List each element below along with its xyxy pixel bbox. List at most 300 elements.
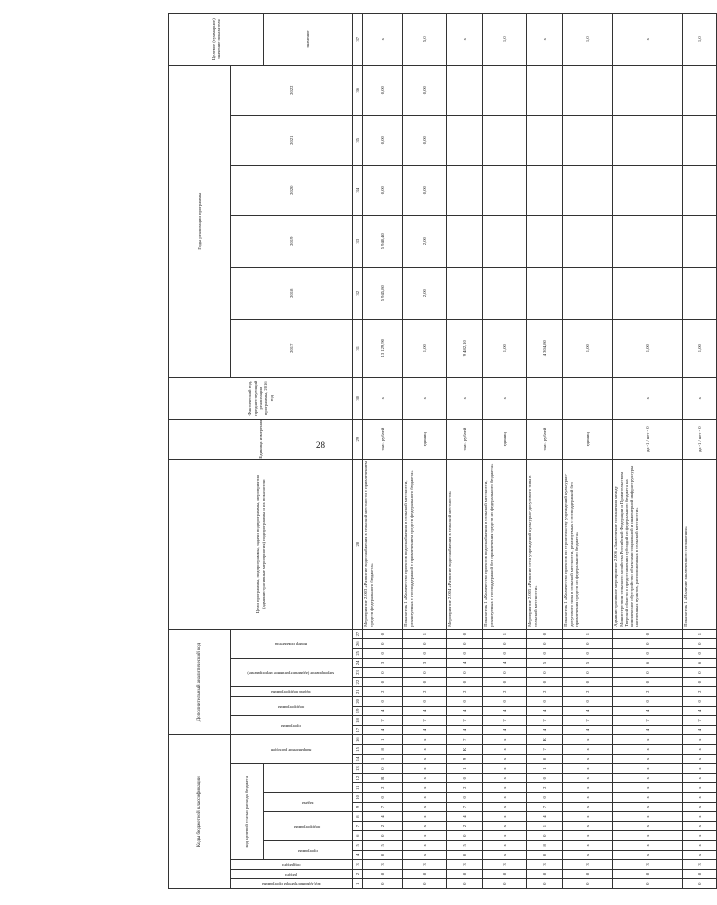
year-value-cell (447, 215, 483, 267)
code-digit-cell: х (483, 773, 527, 783)
code-digit-cell: х (613, 793, 683, 803)
code-digit-cell: х (403, 841, 447, 851)
code-digit-cell: 0 (613, 649, 683, 659)
code-digit-cell: 2 (363, 783, 403, 793)
year-2018-header: 2018 (231, 267, 353, 319)
code-digit-cell: 7 (363, 716, 403, 726)
code-digit-cell: 1 (563, 629, 613, 639)
code-digit-cell: 0 (447, 629, 483, 639)
code-digit-cell: х (563, 764, 613, 774)
budget-classification-header: Коды бюджетной классификации (169, 735, 231, 889)
column-number: 18 (353, 716, 363, 726)
code-digit-cell: 0 (403, 677, 447, 687)
year-value-cell (563, 165, 613, 215)
column-number: 32 (353, 267, 363, 319)
code-digit-cell: х (683, 850, 717, 860)
code-digit-cell: 2 (447, 687, 483, 697)
code-digit-cell: 2 (483, 687, 527, 697)
code-digit-cell: 0 (363, 649, 403, 659)
column-number: 6 (353, 831, 363, 841)
target-value-cell: х (447, 13, 483, 65)
ext-task-header: задача подпрограммы (231, 687, 353, 697)
column-number: 15 (353, 745, 363, 755)
ext-measure-header: мероприятие (административное мероприятие) (231, 658, 353, 687)
code-digit-cell: 0 (403, 668, 447, 678)
program-header: программа (263, 841, 352, 860)
code-digit-cell: х (403, 793, 447, 803)
code-digit-cell: 0 (403, 649, 447, 659)
code-digit-cell: 0 (483, 649, 527, 659)
code-digit-cell: 0 (527, 831, 563, 841)
ext-number-header: номер показателя (231, 629, 353, 658)
column-number: 35 (353, 115, 363, 165)
table-row (683, 13, 717, 888)
table-row (563, 13, 613, 888)
code-digit-cell: х (613, 841, 683, 851)
code-digit-cell: 0 (613, 677, 683, 687)
year-value-cell (613, 115, 683, 165)
target-value-cell: х (527, 13, 563, 65)
code-digit-cell: 0 (613, 879, 683, 889)
year-value-cell: 0,00 (363, 115, 403, 165)
unit-cell: тыс. рублей (527, 419, 563, 459)
code-digit-cell: х (683, 754, 717, 764)
column-number: 29 (353, 419, 363, 459)
code-digit-cell: 1 (447, 764, 483, 774)
year-value-cell (527, 267, 563, 319)
rotated-table-page (168, 18, 703, 889)
year-value-cell (683, 267, 717, 319)
target-value-cell: 5,0 (403, 13, 447, 65)
code-digit-cell: 0 (683, 879, 717, 889)
column-number: 22 (353, 677, 363, 687)
year-value-cell (447, 165, 483, 215)
table-row (363, 13, 403, 888)
year-value-cell (613, 215, 683, 267)
column-number: 36 (353, 65, 363, 115)
code-digit-cell: х (403, 812, 447, 822)
year-value-cell (613, 165, 683, 215)
target-group-header: Целевое (суммарное) значение показателя (169, 13, 264, 65)
code-digit-cell: х (683, 831, 717, 841)
column-number: 25 (353, 649, 363, 659)
base-year-cell: х (683, 377, 717, 419)
code-digit-cell: 0 (447, 697, 483, 707)
code-digit-cell: х (483, 831, 527, 841)
code-digit-cell: 5 (563, 658, 613, 668)
year-value-cell (613, 65, 683, 115)
table-row (403, 13, 447, 888)
table-row (447, 13, 483, 888)
code-digit-cell: х (563, 821, 613, 831)
code-digit-cell: 3 (403, 658, 447, 668)
column-number: 1 (353, 879, 363, 889)
year-2021-header: 2021 (231, 115, 353, 165)
code-digit-cell: 3 (563, 860, 613, 870)
code-digit-cell: 0 (527, 773, 563, 783)
page-number: 28 (316, 440, 325, 450)
year-value-cell (483, 115, 527, 165)
code-digit-cell: 1 (527, 764, 563, 774)
task-spacer (263, 764, 352, 793)
year-value-cell: 0,00 (403, 65, 447, 115)
column-number: 17 (353, 725, 363, 735)
year-value-cell: 0,00 (403, 165, 447, 215)
column-number: 33 (353, 215, 363, 267)
base-year-column-header: Фактический год, предшествующий реализации программы, 2016 год (169, 377, 353, 419)
column-number: 37 (353, 13, 363, 65)
code-digit-cell: х (613, 764, 683, 774)
column-number: 8 (353, 812, 363, 822)
column-number: 7 (353, 821, 363, 831)
code-digit-cell: х (563, 831, 613, 841)
goal-column-header: Цели программы, подпрограммы, задачи подпрограммы, мероприятия (административные мероприятия) подпрограммы и их показатели (169, 459, 353, 629)
code-digit-cell: х (683, 812, 717, 822)
code-digit-cell: х (563, 802, 613, 812)
code-digit-cell: 8 (403, 869, 447, 879)
base-year-cell (527, 377, 563, 419)
target-value-cell: х (613, 13, 683, 65)
code-digit-cell: 0 (363, 629, 403, 639)
code-digit-cell: 0 (447, 850, 483, 860)
column-number: 2 (353, 869, 363, 879)
code-digit-cell: 6 (613, 658, 683, 668)
column-number: 10 (353, 793, 363, 803)
year-2017-header: 2017 (231, 319, 353, 377)
code-digit-cell: х (403, 773, 447, 783)
year-value-cell: 2,00 (403, 267, 447, 319)
code-digit-cell: 7 (447, 716, 483, 726)
code-digit-cell: 4 (403, 725, 447, 735)
subsection-header: подраздел (231, 860, 353, 870)
code-digit-cell: х (403, 850, 447, 860)
code-digit-cell: 0 (403, 879, 447, 889)
code-digit-cell: 4 (363, 812, 403, 822)
year-value-cell (683, 165, 717, 215)
code-digit-cell: 0 (563, 879, 613, 889)
goal-text-cell: Мероприятие 2.005 «Развитие сети учреждений культурно-досугового типа в сельской местности» (527, 459, 563, 629)
code-digit-cell: х (683, 764, 717, 774)
code-digit-cell: 8 (447, 869, 483, 879)
year-value-cell (683, 115, 717, 165)
code-digit-cell: 2 (447, 821, 483, 831)
year-value-cell: 1,00 (613, 319, 683, 377)
code-digit-cell: К (527, 735, 563, 745)
year-value-cell (563, 65, 613, 115)
code-digit-cell: 4 (447, 725, 483, 735)
year-2019-header: 2019 (231, 215, 353, 267)
code-digit-cell: 8 (527, 841, 563, 851)
ext-program-header: программа (231, 716, 353, 735)
year-value-cell (527, 65, 563, 115)
code-digit-cell: 6 (683, 658, 717, 668)
code-digit-cell: 4 (447, 658, 483, 668)
code-digit-cell: 2 (447, 783, 483, 793)
code-digit-cell: 4 (447, 812, 483, 822)
code-digit-cell: х (683, 745, 717, 755)
code-digit-cell: 0 (563, 697, 613, 707)
code-digit-cell: 0 (683, 697, 717, 707)
code-digit-cell: 0 (683, 677, 717, 687)
code-digit-cell: х (483, 735, 527, 745)
column-number: 31 (353, 319, 363, 377)
unit-cell: единиц (403, 419, 447, 459)
code-digit-cell: 3 (527, 860, 563, 870)
column-number: 26 (353, 639, 363, 649)
code-digit-cell: 4 (563, 706, 613, 716)
year-value-cell: 13 129,90 (363, 319, 403, 377)
code-digit-cell: 2 (527, 783, 563, 793)
code-digit-cell: х (483, 821, 527, 831)
year-value-cell (527, 215, 563, 267)
code-digit-cell: 0 (613, 629, 683, 639)
column-number: 20 (353, 697, 363, 707)
code-digit-cell: 0 (683, 668, 717, 678)
code-digit-cell: 3 (683, 860, 717, 870)
code-digit-cell: 0 (403, 697, 447, 707)
goal-text-cell: Показатель 1 «Количество проектов водоснабжения в сельской местности, реализуемых с господдержкой без привлечения средств из федерального бюджета» (483, 459, 527, 629)
code-digit-cell: х (483, 812, 527, 822)
code-digit-cell: х (683, 735, 717, 745)
code-digit-cell: х (563, 773, 613, 783)
code-digit-cell: 7 (563, 716, 613, 726)
goal-text-cell: Показатель 1 «Количество проектов по строительству учреждений культурно-досугового типа в сельской местности, реализуемых с господдержкой без привлечения средств из федерального бюджета» (563, 459, 613, 629)
unit-column-header: Единица измерения (169, 419, 353, 459)
section-header: раздел (231, 869, 353, 879)
code-digit-cell: х (483, 793, 527, 803)
code-digit-cell: 4 (613, 706, 683, 716)
code-digit-cell: 0 (563, 668, 613, 678)
year-value-cell: 1,00 (483, 319, 527, 377)
column-number: 19 (353, 706, 363, 716)
code-digit-cell: 0 (527, 850, 563, 860)
code-digit-cell: х (683, 802, 717, 812)
code-digit-cell: х (403, 802, 447, 812)
code-digit-cell: 0 (483, 639, 527, 649)
code-digit-cell: 8 (683, 869, 717, 879)
code-digit-cell: 2 (527, 687, 563, 697)
code-digit-cell: 0 (363, 697, 403, 707)
base-year-cell: х (483, 377, 527, 419)
code-digit-cell: х (563, 754, 613, 764)
code-digit-cell: 2 (363, 821, 403, 831)
code-digit-cell: 7 (527, 716, 563, 726)
code-digit-cell: 0 (527, 754, 563, 764)
code-digit-cell: 4 (363, 706, 403, 716)
code-digit-cell: х (613, 802, 683, 812)
code-digit-cell: 2 (613, 687, 683, 697)
goal-text-cell: Показатель 1 «Наличие заключенного соглашения» (683, 459, 717, 629)
code-digit-cell: 0 (363, 850, 403, 860)
code-digit-cell: 0 (613, 639, 683, 649)
column-number: 23 (353, 668, 363, 678)
code-digit-cell: 8 (613, 869, 683, 879)
code-digit-cell: х (613, 735, 683, 745)
year-2022-header: 2022 (231, 65, 353, 115)
code-digit-cell: 0 (563, 649, 613, 659)
code-digit-cell: 3 (403, 860, 447, 870)
code-digit-cell: 7 (527, 745, 563, 755)
goal-text-cell: Административное мероприятие 2.006 «Заключение соглашения между Министерством сельского хозяйства Российской Федерации и Правительством Тверской области о предоставлении субсидий из федерального бюджета на комплексное обустройство объектами социальной и инженерной инфраструктуры населенных пунктов, расположенных в сельской местности» (613, 459, 683, 629)
code-digit-cell: К (447, 745, 483, 755)
year-value-cell: 4 304,80 (527, 319, 563, 377)
code-digit-cell: х (683, 821, 717, 831)
year-value-cell: 0,00 (363, 65, 403, 115)
year-value-cell (447, 65, 483, 115)
base-year-cell: х (613, 377, 683, 419)
target-value-cell: 1,0 (483, 13, 527, 65)
year-value-cell (613, 267, 683, 319)
code-digit-cell: х (483, 802, 527, 812)
code-digit-cell: 3 (363, 658, 403, 668)
direction-header: направление расходов (231, 735, 353, 764)
code-digit-cell: 0 (527, 649, 563, 659)
table-row (613, 13, 683, 888)
code-digit-cell: 0 (447, 773, 483, 783)
column-number: 9 (353, 802, 363, 812)
code-digit-cell: х (403, 735, 447, 745)
year-value-cell (527, 115, 563, 165)
code-digit-cell: 0 (483, 697, 527, 707)
code-digit-cell: 0 (447, 677, 483, 687)
column-number: 13 (353, 764, 363, 774)
code-digit-cell: х (563, 850, 613, 860)
base-year-cell (563, 377, 613, 419)
code-digit-cell: х (613, 821, 683, 831)
code-digit-cell: 0 (363, 764, 403, 774)
code-digit-cell: 1 (363, 735, 403, 745)
code-digit-cell: 0 (527, 639, 563, 649)
year-value-cell (563, 115, 613, 165)
code-digit-cell: 0 (527, 629, 563, 639)
code-digit-cell: х (613, 831, 683, 841)
code-digit-cell: 0 (483, 668, 527, 678)
column-number: 16 (353, 735, 363, 745)
code-digit-cell: х (563, 793, 613, 803)
target-value-cell: 1,0 (563, 13, 613, 65)
code-digit-cell: 7 (403, 716, 447, 726)
code-digit-cell: 4 (527, 812, 563, 822)
code-digit-cell: 0 (363, 793, 403, 803)
year-2020-header: 2020 (231, 165, 353, 215)
code-digit-cell: 0 (683, 649, 717, 659)
code-digit-cell: 0 (563, 677, 613, 687)
code-digit-cell: 1 (483, 629, 527, 639)
code-digit-cell: 1 (683, 629, 717, 639)
code-digit-cell: х (563, 735, 613, 745)
code-digit-cell: х (613, 783, 683, 793)
unit-cell: тыс. рублей (363, 419, 403, 459)
column-number: 5 (353, 841, 363, 851)
code-digit-cell: х (483, 783, 527, 793)
code-digit-cell: 0 (447, 668, 483, 678)
year-value-cell (683, 65, 717, 115)
year-value-cell (483, 215, 527, 267)
year-value-cell (563, 267, 613, 319)
code-digit-cell: х (563, 745, 613, 755)
code-digit-cell: 4 (447, 706, 483, 716)
code-digit-cell: 4 (683, 725, 717, 735)
code-digit-cell: х (403, 754, 447, 764)
code-digit-cell: 0 (363, 879, 403, 889)
year-value-cell: 2,00 (403, 215, 447, 267)
code-digit-cell: R (363, 773, 403, 783)
code-digit-cell: х (403, 821, 447, 831)
code-digit-cell: 9 (447, 754, 483, 764)
code-digit-cell: 0 (527, 793, 563, 803)
code-digit-cell: 0 (403, 639, 447, 649)
code-digit-cell: 3 (363, 860, 403, 870)
code-digit-cell: 0 (527, 668, 563, 678)
table-row (527, 13, 563, 888)
code-digit-cell: 7 (447, 735, 483, 745)
unit-cell: да -1 / нет - 0 (683, 419, 717, 459)
code-digit-cell: 0 (447, 879, 483, 889)
year-value-cell: 0,00 (403, 115, 447, 165)
code-digit-cell: х (403, 745, 447, 755)
admin-code-header: код администратора программы (231, 879, 353, 889)
year-value-cell: 1,00 (563, 319, 613, 377)
code-digit-cell: х (613, 773, 683, 783)
code-digit-cell: 4 (527, 725, 563, 735)
code-digit-cell: 4 (683, 706, 717, 716)
year-value-cell: 5 945,80 (363, 267, 403, 319)
ext-subprogram-header: подпрограмма (231, 697, 353, 716)
code-digit-cell: 0 (363, 639, 403, 649)
code-digit-cell: 4 (483, 725, 527, 735)
code-digit-cell: х (613, 745, 683, 755)
code-digit-cell: х (613, 812, 683, 822)
code-digit-cell: х (403, 831, 447, 841)
base-year-cell: х (447, 377, 483, 419)
code-digit-cell: 2 (563, 687, 613, 697)
code-digit-cell: х (403, 783, 447, 793)
goal-text-cell: Показатель 1 «Количество проектов водоснабжения в сельской местности, реализуемых с господдержкой с привлечением средств федерального бюджета» (403, 459, 447, 629)
column-number: 11 (353, 783, 363, 793)
year-value-cell (447, 267, 483, 319)
unit-cell: тыс. рублей (447, 419, 483, 459)
code-digit-cell: 0 (363, 668, 403, 678)
code-digit-cell: 7 (447, 802, 483, 812)
goal-text-cell: Мероприятие 2.003 «Развитие водоснабжения в сельской местности с привлечением средств федерального бюджета» (363, 459, 403, 629)
code-digit-cell: х (683, 773, 717, 783)
code-digit-cell: х (483, 841, 527, 851)
code-digit-cell: 5 (363, 841, 403, 851)
code-digit-cell: 0 (613, 697, 683, 707)
base-year-cell: х (363, 377, 403, 419)
extra-analytic-code-header: Дополнительный аналитический код (169, 629, 231, 735)
code-digit-cell: 0 (363, 831, 403, 841)
subprogram-header: подпрограмма (263, 812, 352, 841)
code-digit-cell: х (613, 850, 683, 860)
code-digit-cell: 7 (483, 716, 527, 726)
column-number: 34 (353, 165, 363, 215)
code-digit-cell: 0 (447, 793, 483, 803)
task-header: задача (263, 793, 352, 812)
year-value-cell: 9 482,10 (447, 319, 483, 377)
code-digit-cell: 3 (447, 860, 483, 870)
code-digit-cell: 7 (613, 716, 683, 726)
column-number: 28 (353, 459, 363, 629)
code-digit-cell: 0 (683, 639, 717, 649)
column-number: 24 (353, 658, 363, 668)
code-digit-cell: 8 (363, 869, 403, 879)
code-digit-cell: 0 (363, 677, 403, 687)
column-number: 27 (353, 629, 363, 639)
code-digit-cell: 0 (613, 668, 683, 678)
column-number: 4 (353, 850, 363, 860)
code-digit-cell: х (563, 783, 613, 793)
